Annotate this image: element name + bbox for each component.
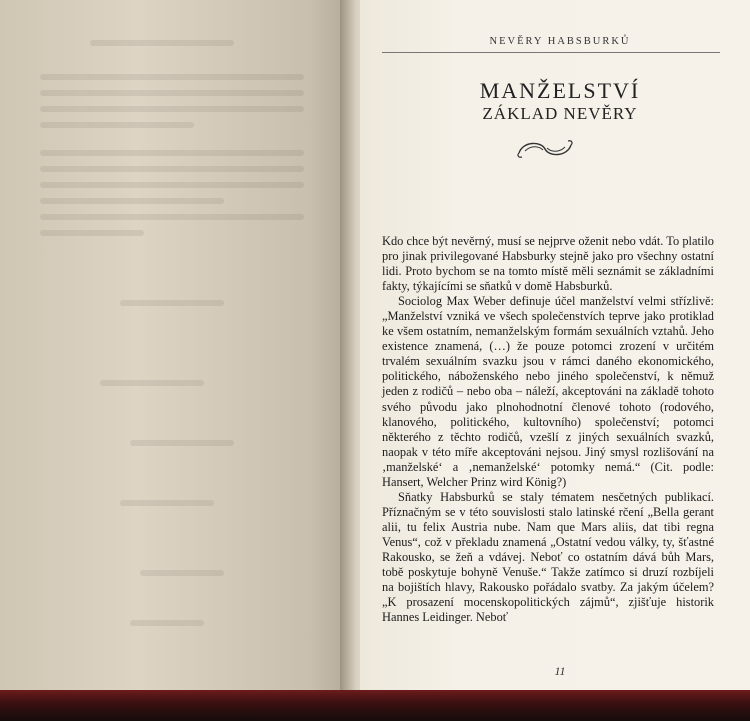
bleed-through	[130, 440, 234, 446]
paragraph: Sňatky Habsburků se staly tématem nesčetných publikací. Příznačným se v této souvislosti stalo latinské rčení „Bella gerant alii, tu felix Austria nube. Nam que Mars aliis, dat tibi regna Venus“, což v překladu znamená „Ostatní vedou války, ty, šťastné Rakousko, se žeň a vdávej. Neboť co ostatním dává bůh Mars, tobě poskytuje bohyně Venuše.“ Takže zatímco si druzí rozbíjeli na bojištích hlavy, Rakousko pořádalo svatby. Za jakým účelem? „K prosazení mocenskopolitických zájmů“, zjišťuje historik Hannes Leidinger. Neboť	[382, 489, 714, 625]
page-number: 11	[554, 664, 566, 678]
bleed-through	[90, 40, 234, 46]
header-rule	[382, 52, 720, 53]
running-head: NEVĚRY HABSBURKŮ	[489, 36, 631, 47]
bleed-through	[120, 500, 214, 506]
bleed-through	[140, 570, 224, 576]
bleed-through	[40, 182, 304, 188]
book-cover-edge	[0, 690, 750, 721]
paragraph: Sociolog Max Weber definuje účel manželství velmi střízlivě: „Manželství vzniká ve všech společenstvích teprve jako protiklad ke všem ostatním, nemanželským formám sexuálních vztahů. Jeho existence znamená, (…) že pouze potomci zrození v určitém trvalém sexuálním svazku jsou v rámci daného ekonomického, politického, náboženského nebo jiného společenství, k němuž jeden z rodičů – nebo oba – náleží, akceptováni na základě tohoto svého původu jako plnohodnotní členové tohoto (rodového, klanového, politického, kultovního) společenství; potomci některého z těchto rodičů, vzešlí z jiných sexuálních svazků, naopak v této míře akceptováni nejsou. Jiný smysl rozlišování na ‚manželské‘ a ‚nemanželské‘ potomky nemá.“ (Cit. podle: Hansert, Welcher Prinz wird König?)	[382, 294, 714, 489]
chapter-subtitle: ZÁKLAD NEVĚRY	[482, 104, 638, 123]
paragraph: Kdo chce být nevěrný, musí se nejprve oženit nebo vdát. To platilo pro jinak privilegované Habsburky stejně jako pro všechny ostatní lidi. Proto bychom se na tomto místě měli seznámit se základními fakty, týkajícími se sňatků v domě Habsburků.	[382, 234, 714, 294]
flourish-ornament-icon	[515, 137, 575, 161]
bleed-through	[120, 300, 224, 306]
bleed-through	[40, 122, 194, 128]
bleed-through	[40, 74, 304, 80]
chapter-title: MANŽELSTVÍ	[479, 78, 641, 103]
bleed-through	[40, 106, 304, 112]
bleed-through	[130, 620, 204, 626]
bleed-through	[40, 214, 304, 220]
bleed-through	[40, 198, 224, 204]
bleed-through	[100, 380, 204, 386]
left-page	[0, 0, 344, 712]
bleed-through	[40, 150, 304, 156]
right-page	[360, 0, 750, 712]
bleed-through	[40, 90, 304, 96]
bleed-through	[40, 166, 304, 172]
bleed-through	[40, 230, 144, 236]
body-text	[382, 234, 714, 625]
